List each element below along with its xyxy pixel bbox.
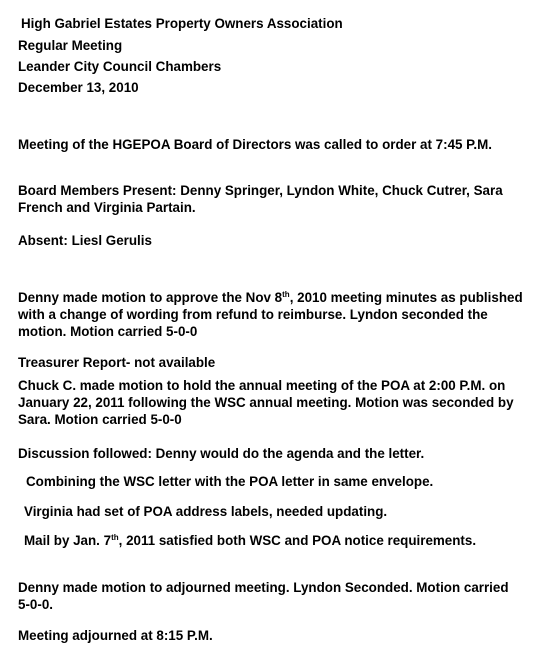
minutes-motion-paragraph: [18, 289, 523, 340]
address-labels-item: Virginia had set of POA address labels, needed updating.: [24, 504, 388, 519]
mail-deadline-text-cont: , 2011 satisfied both WSC and POA notice requirements.: [118, 533, 477, 548]
call-to-order-paragraph: Meeting of the HGEPOA Board of Directors was called to order at 7:45 P.M.: [18, 137, 492, 152]
org-name: High Gabriel Estates Property Owners Association: [21, 16, 343, 31]
minutes-motion-text-cont: , 2010 meeting minutes as published with a change of wording from refund to reimburse. Lyndon seconded the motion. Motion carried 5-0-0: [18, 290, 523, 339]
meeting-adjourned: Meeting adjourned at 8:15 P.M.: [18, 628, 213, 643]
combining-letters-item: Combining the WSC letter with the POA letter in same envelope.: [26, 474, 434, 489]
mail-deadline-text: Mail by Jan. 7: [24, 533, 112, 548]
mail-deadline-paragraph: [18, 532, 523, 549]
meeting-date: December 13, 2010: [18, 80, 139, 95]
minutes-motion-ordinal: th: [282, 290, 290, 299]
members-present-paragraph: Board Members Present: Denny Springer, Lyndon White, Chuck Cutrer, Sara French and Virginia Partain.: [18, 183, 503, 215]
meeting-location: Leander City Council Chambers: [18, 59, 222, 74]
meeting-type: Regular Meeting: [18, 38, 123, 53]
adjourn-motion-paragraph: Denny made motion to adjourned meeting. Lyndon Seconded. Motion carried 5-0-0.: [18, 580, 509, 612]
treasurer-report: Treasurer Report- not available: [18, 355, 216, 370]
minutes-motion-text: Denny made motion to approve the Nov 8: [18, 290, 283, 305]
discussion-paragraph: Discussion followed: Denny would do the agenda and the letter.: [18, 446, 425, 461]
mail-deadline-ordinal: th: [111, 533, 119, 542]
annual-meeting-motion-paragraph: Chuck C. made motion to hold the annual meeting of the POA at 2:00 P.M. on January 22, 2011 following the WSC annual meeting. Motion was seconded by Sara. Motion carried 5-0-0: [18, 378, 514, 427]
absent-paragraph: Absent: Liesl Gerulis: [18, 233, 152, 248]
